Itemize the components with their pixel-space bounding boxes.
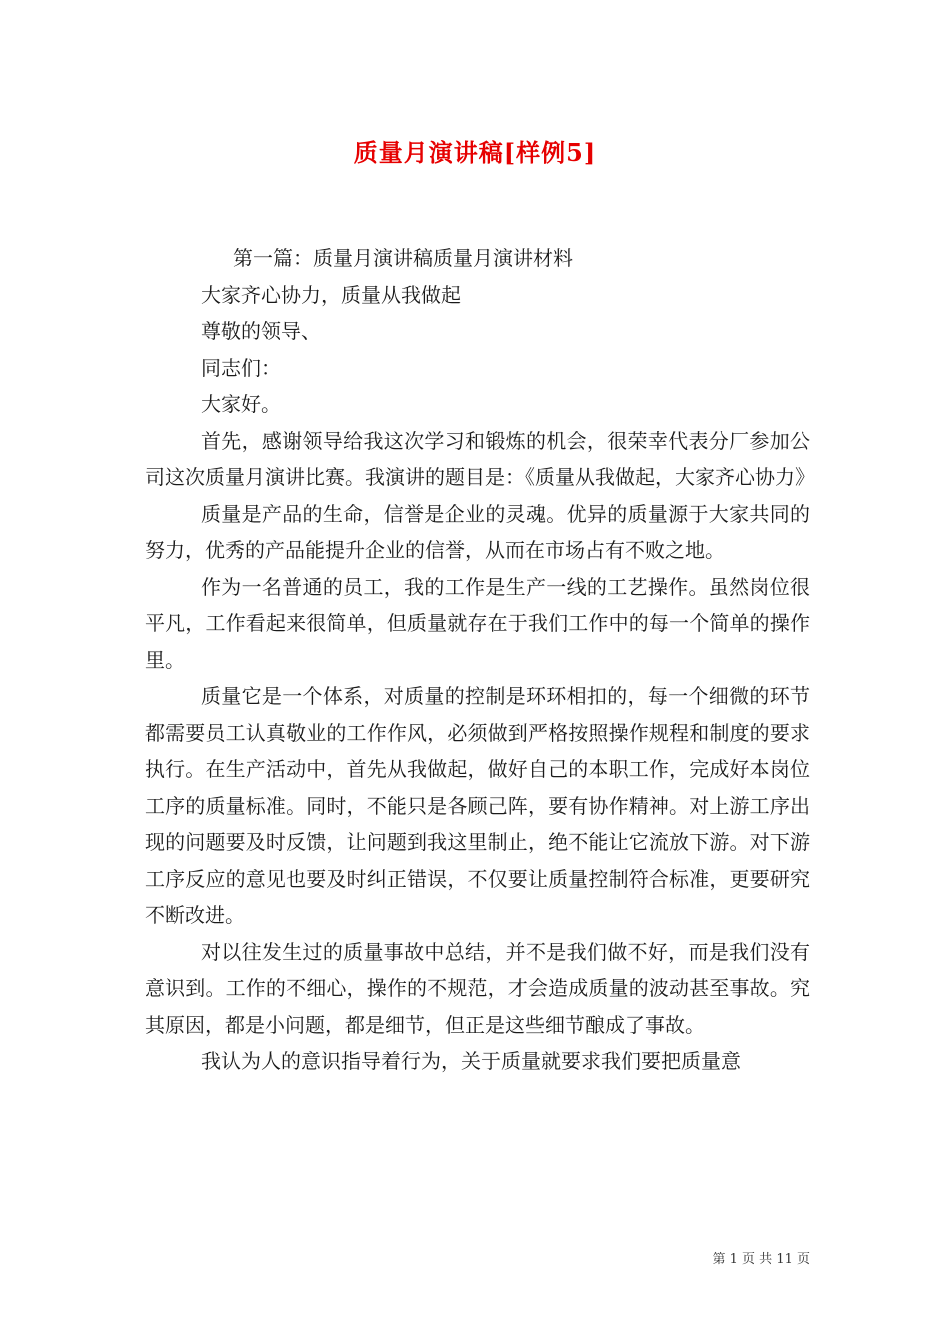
document-body <box>145 240 815 1080</box>
paragraph: 作为一名普通的员工，我的工作是生产一线的工艺操作。虽然岗位很平凡，工作看起来很简单，但质量就存在于我们工作中的每一个简单的操作里。 <box>145 574 810 672</box>
document-title: 质量月演讲稿[样例5] <box>353 138 597 167</box>
paragraph: 质量是产品的生命，信誉是企业的灵魂。优异的质量源于大家共同的努力，优秀的产品能提升企业的信誉，从而在市场占有不败之地。 <box>145 501 810 562</box>
paragraph: 我认为人的意识指导着行为，关于质量就要求我们要把质量意 <box>201 1049 741 1073</box>
salutation-line-2: 同志们： <box>201 355 281 380</box>
speech-subtitle: 大家齐心协力，质量从我做起 <box>201 282 461 307</box>
paragraph: 对以往发生过的质量事故中总结，并不是我们做不好，而是我们没有意识到。工作的不细心，操作的不规范，才会造成质量的波动甚至事故。究其原因，都是小问题，都是细节，但正是这些细节酿成了事故。 <box>145 939 810 1037</box>
paragraph: 质量它是一个体系，对质量的控制是环环相扣的，每一个细微的环节都需要员工认真敬业的工作作风，必须做到严格按照操作规程和制度的要求执行。在生产活动中，首先从我做起，做好自己的本职工作，完成好本岗位工序的质量标准。同时，不能只是各顾己阵，要有协作精神。对上游工序出现的问题要及时反馈，让问题到我这里制止，绝不能让它流放下游。对下游工序反应的意见也要及时纠正错误，不仅要让质量控制符合标准，更要研究不断改进。 <box>145 684 810 927</box>
section-heading: 第一篇：质量月演讲稿质量月演讲材料 <box>233 246 573 270</box>
salutation-line-1: 尊敬的领导、 <box>201 319 321 343</box>
page-number-footer: 第 1 页 共 11 页 <box>712 1252 810 1267</box>
paragraph: 首先，感谢领导给我这次学习和锻炼的机会，很荣幸代表分厂参加公司这次质量月演讲比赛。我演讲的题目是：《质量从我做起，大家齐心协力》 <box>145 428 815 489</box>
greeting-line: 大家好。 <box>201 392 281 416</box>
